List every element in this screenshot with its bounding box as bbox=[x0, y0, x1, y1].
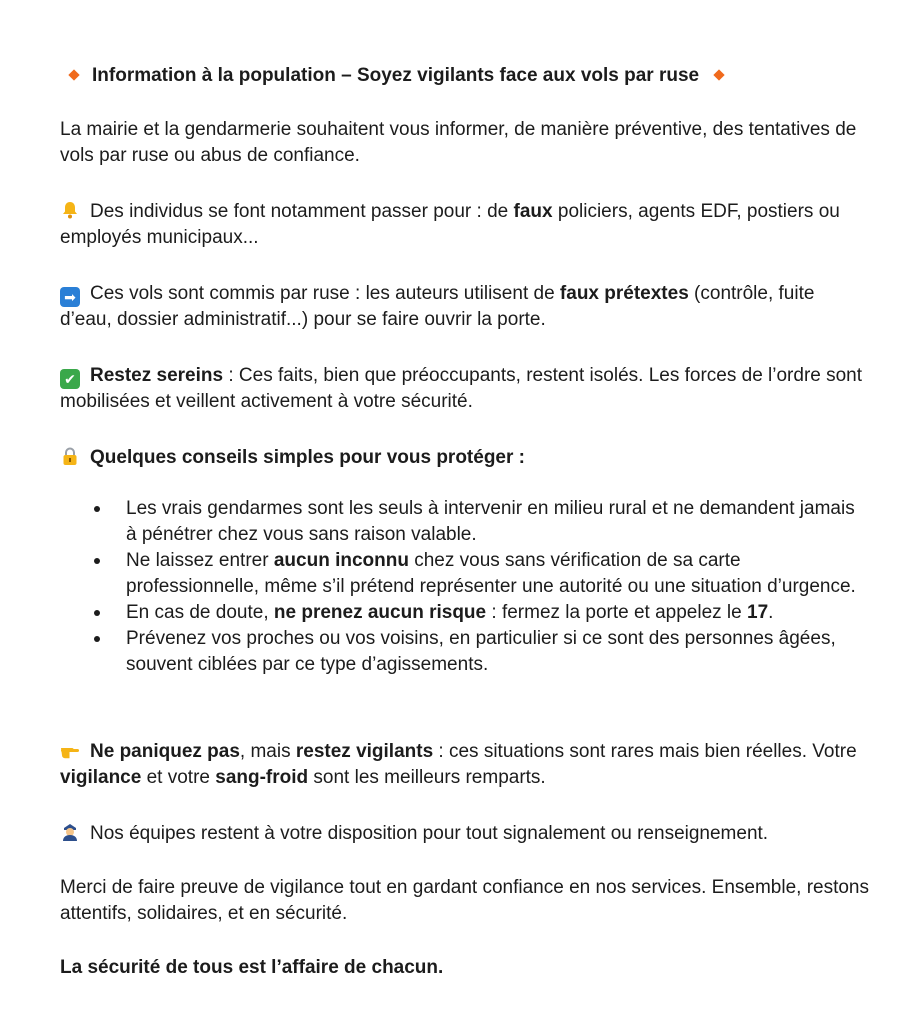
list-item: Les vrais gendarmes sont les seuls à intervenir en milieu rural et ne demandent jamais à pénétrer chez vous sans raison valable. bbox=[60, 496, 870, 548]
ruse-paragraph: ➡ Ces vols sont commis par ruse : les auteurs utilisent de faux prétextes (contrôle, fuite d’eau, dossier administratif...) pour se faire ouvrir la porte. bbox=[60, 283, 815, 330]
list-item: Ne laissez entrer aucun inconnu chez vous sans vérification de sa carte professionnelle, même s’il prétend représenter une autorité ou une situation d’urgence. bbox=[60, 548, 870, 600]
list-item: Prévenez vos proches ou vos voisins, en particulier si ce sont des personnes âgées, souvent ciblées par ce type d’agissements. bbox=[60, 626, 870, 678]
vigilance-paragraph: Ne paniquez pas, mais restez vigilants : ces situations sont rares mais bien réelles. Votre vigilance et votre sang-froid sont les meilleurs remparts. bbox=[60, 741, 857, 788]
advice-heading: Quelques conseils simples pour vous protéger : bbox=[60, 445, 870, 471]
lock-icon bbox=[60, 446, 80, 466]
thanks-paragraph: Merci de faire preuve de vigilance tout en gardant confiance en nos services. Ensemble, restons attentifs, solidaires, et en sécurité. bbox=[60, 877, 870, 924]
list-item: En cas de doute, ne prenez aucun risque : fermez la porte et appelez le 17. bbox=[60, 600, 870, 626]
title-text: Information à la population – Soyez vigilants face aux vols par ruse bbox=[92, 65, 700, 86]
police-officer-icon bbox=[60, 822, 80, 842]
closing-statement: La sécurité de tous est l’affaire de chacun. bbox=[60, 957, 444, 978]
announcement-title bbox=[60, 63, 870, 89]
orange-diamond-icon bbox=[713, 69, 724, 80]
reassurance-paragraph: ✔ Restez sereins : Ces faits, bien que préoccupants, restent isolés. Les forces de l’ordre sont mobilisées et veillent activement à votre sécurité. bbox=[60, 365, 863, 412]
right-arrow-icon: ➡ bbox=[60, 287, 80, 307]
bell-icon bbox=[60, 200, 80, 220]
intro-paragraph: La mairie et la gendarmerie souhaitent vous informer, de manière préventive, des tentatives de vols par ruse ou abus de confiance. bbox=[60, 119, 857, 166]
impersonation-paragraph: Des individus se font notamment passer pour : de faux policiers, agents EDF, postiers ou employés municipaux... bbox=[60, 201, 840, 248]
pointing-hand-icon bbox=[60, 740, 80, 760]
check-mark-icon: ✔ bbox=[60, 369, 80, 389]
teams-paragraph: Nos équipes restent à votre disposition pour tout signalement ou renseignement. bbox=[60, 821, 870, 847]
advice-list bbox=[60, 496, 870, 678]
orange-diamond-icon bbox=[68, 69, 79, 80]
